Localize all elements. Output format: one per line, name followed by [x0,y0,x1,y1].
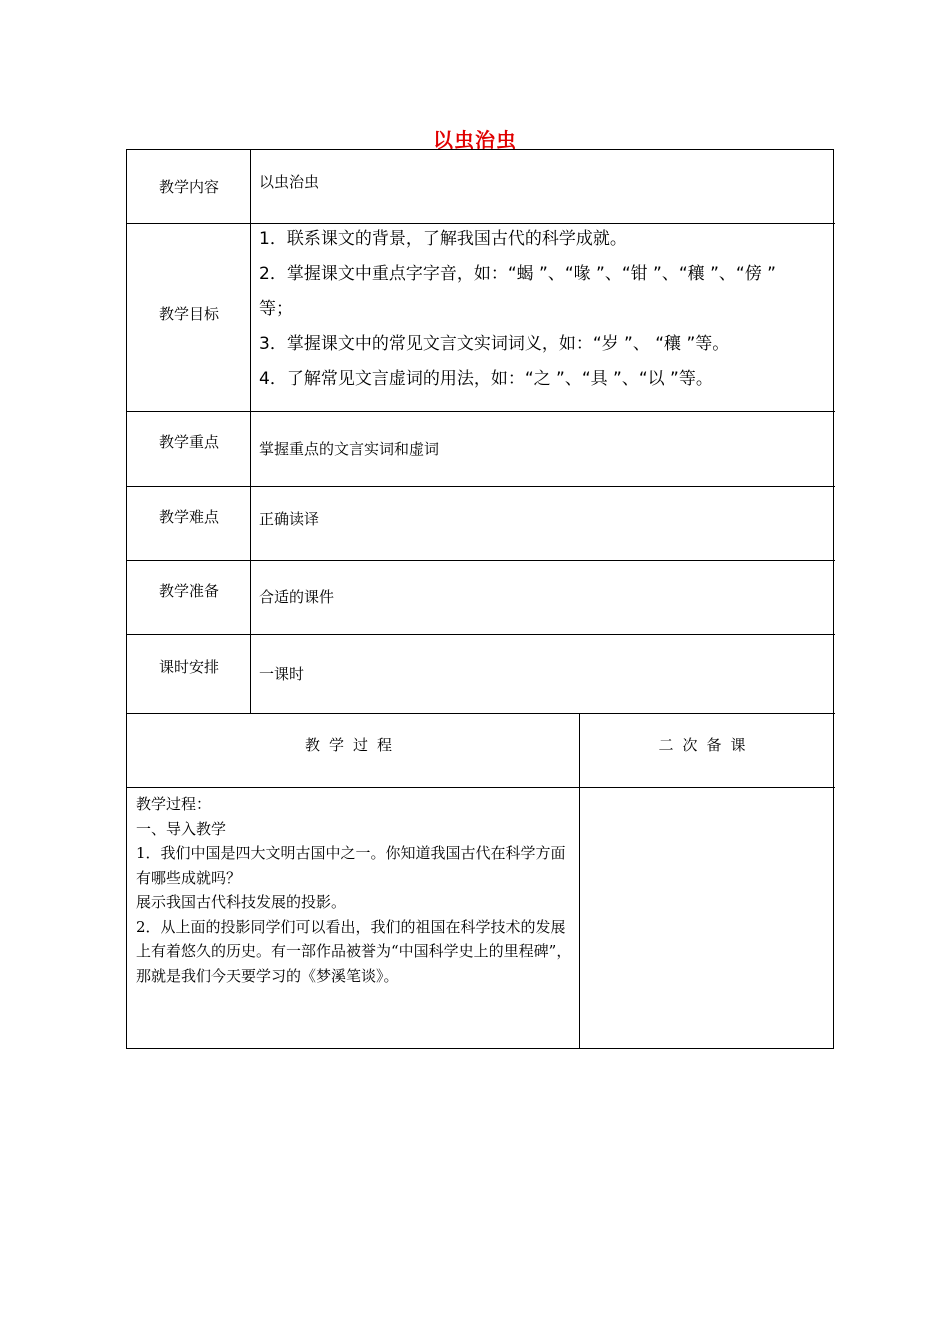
row-divider [127,486,835,487]
row-value-key-points: 掌握重点的文言实词和虚词 [259,440,440,458]
lesson-plan-table [126,149,834,1049]
row-value-difficulties: 正确读译 [259,510,320,528]
goal-item: 等； [259,299,293,319]
process-line: 一、导入教学 [136,819,227,838]
goal-item: 4．了解常见文言虚词的用法，如：“之 ”、“具 ”、“以 ”等。 [259,369,713,389]
notes-header: 二次备课 [658,736,755,754]
row-divider [127,634,835,635]
row-divider [127,713,835,714]
row-label-goals: 教学目标 [158,305,219,323]
column-divider [579,713,580,1049]
row-label-content: 教学内容 [158,178,219,196]
row-label-key-points: 教学重点 [158,433,219,451]
goal-item: 2．掌握课文中重点字字音，如：“蝎 ”、“喙 ”、“钳 ”、“穰 ”、“傍 ” [259,264,776,284]
goals-list [259,222,829,397]
row-divider [127,411,835,412]
row-value-preparation: 合适的课件 [259,588,335,606]
process-line: 教学过程： [136,795,212,813]
row-label-difficulties: 教学难点 [158,508,219,526]
goal-item: 1．联系课文的背景，了解我国古代的科学成就。 [259,229,627,249]
row-label-preparation: 教学准备 [158,582,219,600]
page-title: 以虫治虫 [433,128,517,152]
row-value-schedule: 一课时 [259,665,305,683]
row-divider [127,787,835,788]
row-divider [127,560,835,561]
process-line: 2．从上面的投影同学们可以看出，我们的祖国在科学技术的发展上有着悠久的历史。有一部作品被誉为“中国科学史上的里程碑”，那就是我们今天要学习的《梦溪笔谈》。 [136,917,572,985]
process-body [136,792,576,988]
process-header: 教学过程 [304,736,401,754]
row-label-schedule: 课时安排 [158,658,219,676]
goal-item: 3．掌握课文中的常见文言文实词词义，如：“岁 ”、 “穰 ”等。 [259,334,730,354]
process-line: 展示我国古代科技发展的投影。 [136,893,347,911]
process-line: 1．我们中国是四大文明古国中之一。你知道我国古代在科学方面有哪些成就吗？ [136,844,566,887]
row-value-content: 以虫治虫 [259,173,320,191]
